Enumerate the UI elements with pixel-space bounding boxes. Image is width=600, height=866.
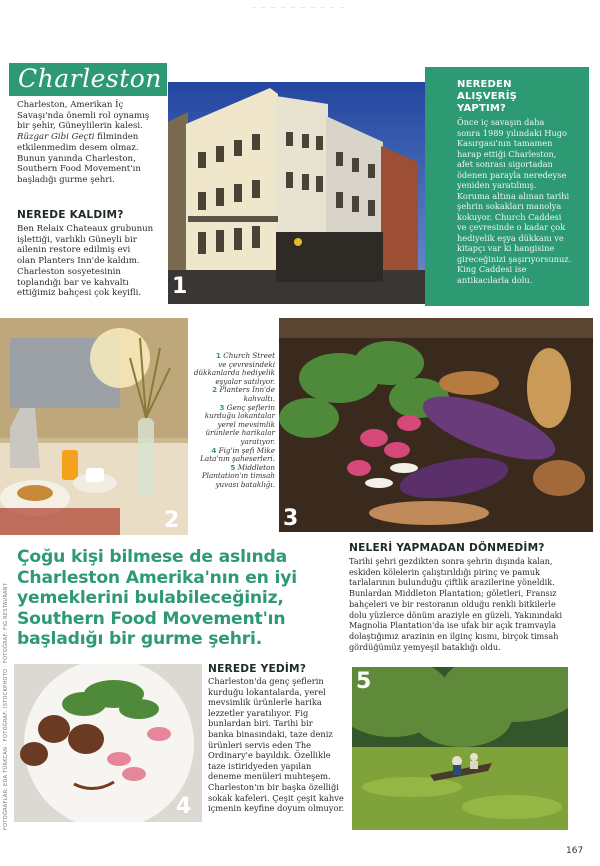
caption-number: 1 xyxy=(215,351,221,360)
miss-line: tarlalarının bulunduğu çiftlik arazilerine yöneldik. xyxy=(349,577,555,588)
caption-number: 2 xyxy=(212,385,218,395)
film-title: Rüzgar Gibi Geçti xyxy=(17,132,95,143)
eat-line: Charleston'ın bir başka özelliği xyxy=(208,781,339,792)
intro-line: Savaşı'nda önemli rol oynamış xyxy=(17,110,150,121)
photo-church-street xyxy=(168,82,426,304)
intro-line: etkilenmedim desem olmaz. xyxy=(17,142,139,153)
shopping-box xyxy=(425,67,589,306)
caption-line: Fig'in şefi Mike xyxy=(218,445,275,455)
eat-line: Charleston'da genç şeflerin xyxy=(208,676,324,686)
caption-line: Middleton xyxy=(237,462,275,472)
stay-line: ettiğimiz bahçesi çok keyifli. xyxy=(17,288,142,299)
stay-line: Ben Relaix Chateaux grubunun xyxy=(17,224,154,234)
eat-line: deneme menüleri muhteşem. xyxy=(208,771,331,782)
caption-line: Church Street xyxy=(223,351,275,360)
photo-number: 3 xyxy=(283,506,299,531)
shop-line: afet sonrası sigortadan xyxy=(457,159,553,169)
shop-line: ödenen parayla neredeyse xyxy=(457,169,567,180)
top-faded-header: ~~~~~~~~~~ xyxy=(250,4,350,12)
breakfast-illustration xyxy=(0,318,188,535)
caption-line: yuvası bataklığı. xyxy=(215,479,275,489)
caption-line: kurduğu lokantalar xyxy=(204,411,275,421)
miss-line: dolaştığımız arazinin en ilginç kısmı, birçok timsah xyxy=(349,630,559,641)
photo-number: 4 xyxy=(176,794,192,819)
intro-line-rest: filminden xyxy=(94,132,139,143)
photo-dish xyxy=(14,664,202,822)
caption-number: 3 xyxy=(219,402,225,412)
pull-quote-line: başladığı bir gurme şehri. xyxy=(17,629,263,649)
eat-line: lezzetler yaratılıyor. Fig xyxy=(208,707,309,718)
swamp-illustration xyxy=(352,667,568,830)
shop-line: ve çevresinde o kadar çok xyxy=(457,222,566,232)
eat-line: kurduğu lokantalarda, yerel xyxy=(208,686,326,697)
eat-line: bunlardan biri. Tarihi bir xyxy=(208,718,313,729)
shop-line: Önce iç savaşın daha xyxy=(457,117,545,127)
shop-line: yeniden yaratılmış. xyxy=(457,180,537,190)
shop-line: kitapçı var ki hangisine xyxy=(457,243,555,253)
miss-line: Bunlardan Middleton Plantation; göletleri, Fransız xyxy=(349,588,557,599)
shop-line: kokuyor. Church Caddesi xyxy=(457,211,562,222)
intro-line: Charleston, Amerikan İç xyxy=(17,100,124,110)
shop-line: Koruma altına alınan tarihi xyxy=(457,190,570,201)
stay-text xyxy=(17,224,167,299)
caption-line: eşyalar satılıyor. xyxy=(215,376,275,386)
stay-line: ailenin restore edilmiş evi xyxy=(17,245,131,256)
eat-line: mevsimlik ürünlerle harika xyxy=(208,697,322,708)
eat-heading: NEREDE YEDİM? xyxy=(208,663,307,675)
intro-line: Southern Food Movement'ın xyxy=(17,164,141,175)
miss-line: gördüğümüz yemyeşil bataklığı oldu. xyxy=(349,641,501,652)
caption-line: ve çevresindeki xyxy=(218,359,275,369)
shop-line: şehrin sokakları manolya xyxy=(457,201,562,211)
pull-quote-line: Çoğu kişi bilmese de aslında xyxy=(17,547,287,567)
photo-breakfast xyxy=(0,318,188,535)
shop-text xyxy=(457,117,589,285)
stay-line: işlettiği, varlıklı Güneyli bir xyxy=(17,234,137,245)
shop-line: King Caddesi ise xyxy=(457,264,527,274)
photo-number: 5 xyxy=(356,669,372,694)
dish-illustration xyxy=(14,664,202,822)
caption-line: kahvaltı. xyxy=(243,393,275,403)
shop-line: harap ettiği Charleston, xyxy=(457,148,557,159)
shop-heading xyxy=(457,79,517,115)
miss-heading: NELERİ YAPMADAN DÖNMEDİM? xyxy=(349,542,545,554)
miss-line: bahçeleri ve bir restoranın olduğu renkli bitkilerle xyxy=(349,598,556,609)
shop-line: antikacılarla dolu. xyxy=(457,274,533,285)
street-illustration xyxy=(168,82,426,304)
miss-line: Tarihi şehri gezdikten sonra şehrin dışında kalan, xyxy=(349,556,553,566)
shop-line: hediyelik eşya dükkanı ve xyxy=(457,232,564,243)
miss-line: eskiden kölelerin çalıştırıldığı pirinç ve pamuk xyxy=(349,566,540,577)
shop-heading-line: YAPTIM? xyxy=(457,103,507,114)
caption-line: Plantation'ın timsah xyxy=(201,471,275,481)
photo-number: 2 xyxy=(164,508,180,533)
caption-line: Planters Inn'de xyxy=(219,385,275,395)
caption-line: yaratıyor. xyxy=(240,436,275,446)
caption-number: 4 xyxy=(211,445,217,455)
stay-line: olan Planters Inn'de kaldım. xyxy=(17,256,140,267)
caption-line: Lata'nın şaheserleri. xyxy=(200,454,275,464)
intro-line: başladığı gurme şehri. xyxy=(17,174,115,185)
intro-line: bir şehir, Güneylilerin kalesi. xyxy=(17,121,143,132)
pull-quote-line: Charleston Amerika'nın en iyi xyxy=(17,567,297,588)
miss-text xyxy=(349,556,593,652)
intro-line xyxy=(17,132,167,143)
caption-line: yerel mevsimlik xyxy=(217,419,275,429)
photo-vegetables xyxy=(279,318,593,532)
caption-number: 5 xyxy=(230,462,236,472)
vegetables-illustration xyxy=(279,318,593,532)
shop-line: gireceğinizi şaşırıyorsunuz. xyxy=(457,253,572,264)
miss-line: Magnolia Plantation'da ise ufak bir açık tramvayla xyxy=(349,620,557,631)
eat-line: içmenin keyfine doyum olmuyor. xyxy=(208,803,345,814)
shop-line: sonra 1989 yılındaki Hugo xyxy=(457,127,567,138)
page-title: Charleston xyxy=(18,64,162,93)
page-number: 167 xyxy=(566,846,584,856)
shop-heading-line: NEREDEN xyxy=(457,79,512,90)
stay-heading: NEREDE KALDIM? xyxy=(17,209,124,221)
intro-line: Bunun yanında Charleston, xyxy=(17,153,136,164)
stay-line: Charleston sosyetesinin xyxy=(17,266,121,277)
miss-line: dolu yüzlerce dönüm araziyle en güzeli. Yakınındaki xyxy=(349,609,563,620)
eat-line: sokak kafeleri. Çeşit çeşit kahve xyxy=(208,792,344,803)
intro-text xyxy=(17,100,167,186)
photo-number: 1 xyxy=(172,274,188,299)
eat-line: ürünleri servis eden The xyxy=(208,739,312,750)
title-band xyxy=(9,63,167,96)
photo-captions xyxy=(193,352,275,490)
shop-heading-line: ALIŞVERİŞ xyxy=(457,91,518,102)
eat-line: Ordinary'e bayıldık. Özellikle xyxy=(208,750,331,761)
photo-swamp xyxy=(352,667,568,830)
eat-line: taze istiridyeden yapılan xyxy=(208,760,312,771)
shop-line: Kasırgası'nın tamamen xyxy=(457,138,553,148)
pull-quote-line: yemeklerini bulabileceğiniz, xyxy=(17,588,284,608)
stay-line: toplandığı bar ve kahvaltı xyxy=(17,277,129,288)
caption-line: Genç şeflerin xyxy=(226,402,275,412)
eat-text xyxy=(208,676,348,814)
pull-quote xyxy=(17,547,347,650)
photo-credit: FOTOĞRAFLAR: EDA TÜRKCAN · FOTOĞRAF: ISTOCKPHOTO · FOTOĞRAF: FIG RESTAURANT xyxy=(3,582,9,830)
caption-line: ürünlerle harikalar xyxy=(205,428,275,438)
eat-line: banka binasındaki, taze deniz xyxy=(208,728,333,739)
pull-quote-line: Southern Food Movement'ın xyxy=(17,608,286,629)
caption-line: dükkanlarda hediyelik xyxy=(193,368,275,378)
